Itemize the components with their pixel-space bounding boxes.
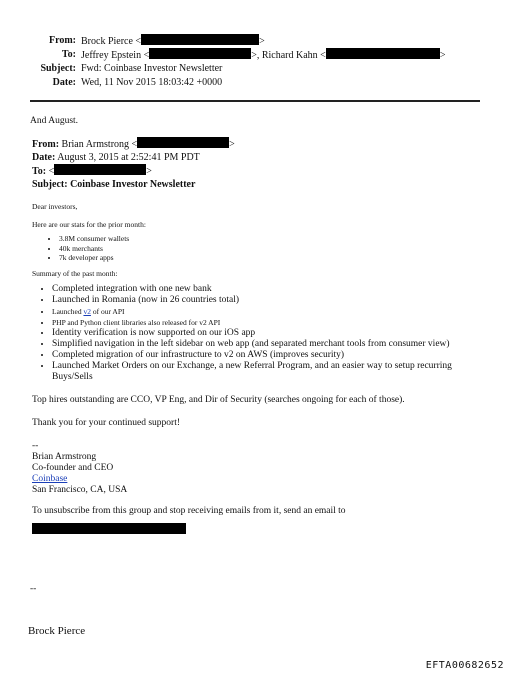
- forward-date-row: [0, 76, 512, 90]
- forward-subject-row: [0, 62, 512, 76]
- redaction-bar: [137, 137, 229, 148]
- list-item: • Simplified navigation in the left sidebar on web app (and separated merchant tools from consumer view): [52, 339, 492, 350]
- list-item: • Completed migration of our infrastructure to v2 on AWS (improves security): [52, 350, 492, 361]
- list-item: • Completed integration with one new bank: [52, 284, 492, 295]
- date-label: Date:: [52, 77, 76, 88]
- from-value: Brock Pierce <: [81, 36, 142, 47]
- coinbase-link[interactable]: Coinbase: [32, 473, 68, 484]
- list-item: • Identity verification is now supported on our iOS app: [52, 328, 492, 339]
- redaction-bar: [54, 164, 146, 175]
- api-v2-link[interactable]: v2: [83, 306, 91, 316]
- list-item: • 40k merchants: [59, 244, 492, 254]
- inner-to-row: To: < >: [32, 166, 152, 177]
- list-item: • Launched v2 of our API: [52, 306, 492, 317]
- inner-subject-row: Subject: Coinbase Investor Newsletter: [32, 179, 196, 190]
- redaction-bar: [32, 523, 186, 534]
- to-label: To:: [61, 49, 76, 60]
- to-separator: >, Richard Kahn <: [251, 50, 326, 61]
- summary-list: [32, 284, 492, 383]
- signature-location: San Francisco, CA, USA: [32, 484, 128, 495]
- list-item: • Launched in Romania (now in 26 countries total): [52, 295, 492, 306]
- list-item: • PHP and Python client libraries also released for v2 API: [52, 317, 492, 328]
- header-divider: [30, 100, 480, 102]
- subject-value: Fwd: Coinbase Investor Newsletter: [81, 63, 223, 74]
- hires-text: Top hires outstanding are CCO, VP Eng, and Dir of Security (searches ongoing for each of those).: [32, 394, 405, 405]
- inner-header: [32, 137, 472, 191]
- redaction-bar: [326, 48, 440, 59]
- date-value: Wed, 11 Nov 2015 18:03:42 +0000: [81, 77, 223, 88]
- inner-date-row: Date: August 3, 2015 at 2:52:41 PM PDT: [32, 152, 200, 163]
- signature-name: Brian Armstrong: [32, 451, 97, 462]
- from-label: From:: [48, 35, 76, 46]
- greeting: Dear investors,: [32, 202, 78, 211]
- signature-dash: --: [32, 440, 39, 451]
- stats-list: [32, 234, 492, 263]
- redaction-bar: [141, 34, 259, 45]
- forward-to-row: To: Jeffrey Epstein < >, Richard Kahn < >: [0, 48, 512, 62]
- email-body: [32, 202, 492, 538]
- list-item: • 7k developer apps: [59, 253, 492, 263]
- inner-to-value: <: [48, 166, 55, 177]
- summary-intro: Summary of the past month:: [32, 268, 118, 278]
- list-item: • Launched Market Orders on our Exchange, a new Referral Program, and an easier way to setup recurring Buys/Sells: [52, 361, 492, 383]
- redaction-bar: [149, 48, 251, 59]
- inner-subject-value: Coinbase Investor Newsletter: [70, 179, 196, 190]
- to-value: Jeffrey Epstein <: [81, 50, 150, 61]
- inner-from-row: From: Brian Armstrong < >: [32, 139, 235, 150]
- inner-date-value: August 3, 2015 at 2:52:41 PM PDT: [57, 152, 200, 163]
- unsubscribe-text: To unsubscribe from this group and stop receiving emails from it, send an email to: [32, 505, 346, 516]
- document-id: EFTA00682652: [425, 660, 504, 671]
- inner-from-value: Brian Armstrong <: [61, 139, 138, 150]
- thanks-text: Thank you for your continued support!: [32, 417, 181, 428]
- signature-title: Co-founder and CEO: [32, 462, 114, 473]
- footer-dash: --: [30, 584, 37, 594]
- subject-label: Subject:: [40, 63, 76, 74]
- footer-name: Brock Pierce: [28, 625, 86, 637]
- intro-text: And August.: [30, 116, 79, 126]
- stats-intro: Here are our stats for the prior month:: [32, 220, 146, 229]
- forward-from-row: From: Brock Pierce < >: [0, 34, 512, 48]
- list-item: • 3.8M consumer wallets: [59, 234, 492, 244]
